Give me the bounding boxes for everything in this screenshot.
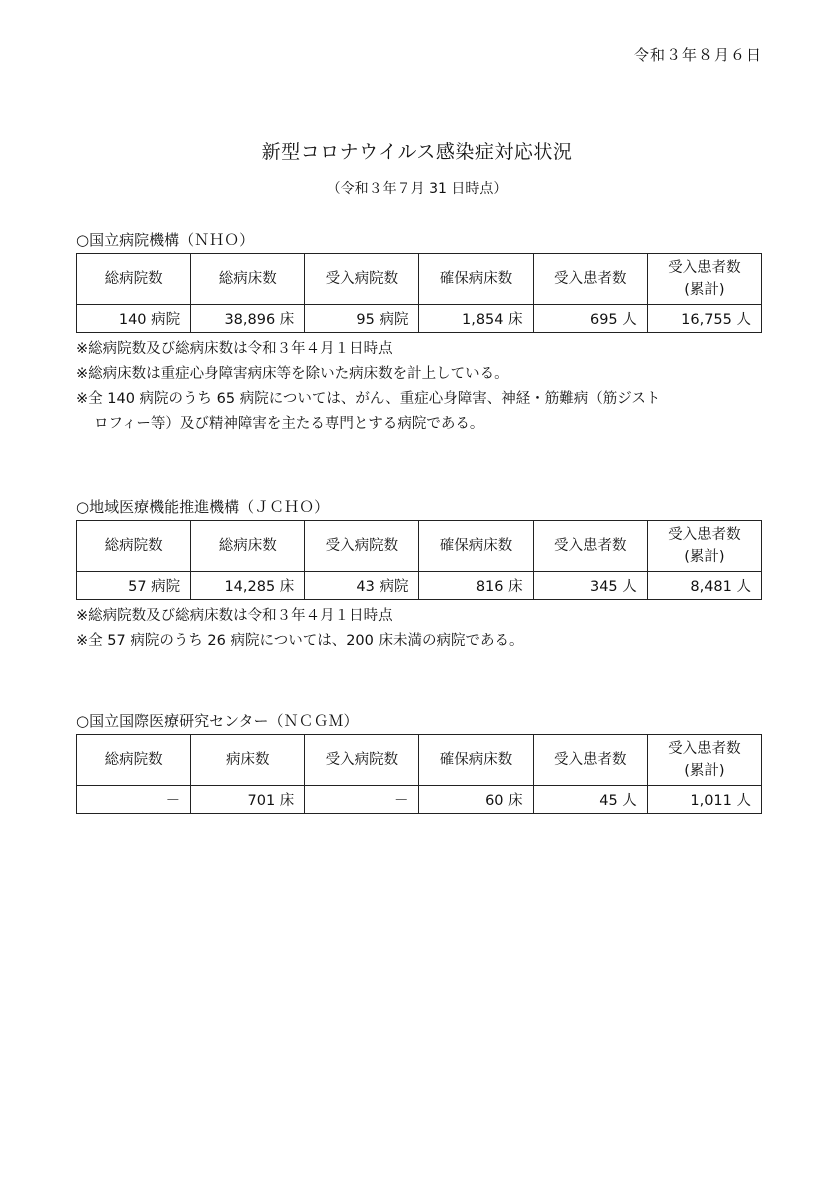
note-line: ※総病院数及び総病床数は令和３年４月１日時点 (76, 608, 393, 624)
table-row (77, 786, 762, 814)
value-cell: － (305, 786, 419, 814)
header-cell: 確保病床数 (419, 254, 533, 305)
section-heading: ○地域医療機能推進機構（ＪＣＨＯ） (76, 498, 330, 516)
stats-table (76, 520, 762, 600)
note-line: ※全 57 病院のうち 26 病院については、200 床未満の病院である。 (76, 633, 524, 649)
value-cell: 95 病院 (305, 305, 419, 333)
value-cell: 38,896 床 (191, 305, 305, 333)
header-cell (647, 521, 761, 572)
section-heading: ○国立国際医療研究センター（ＮＣＧＭ） (76, 712, 359, 730)
header-cell: 総病院数 (77, 521, 191, 572)
header-cell: 受入患者数 (533, 254, 647, 305)
section-heading: ○国立病院機構（ＮＨＯ） (76, 231, 255, 249)
value-cell: 1,854 床 (419, 305, 533, 333)
header-cell: 確保病床数 (419, 735, 533, 786)
header-cell: 受入患者数 (533, 521, 647, 572)
value-cell: 8,481 人 (647, 572, 761, 600)
value-cell: 345 人 (533, 572, 647, 600)
value-cell: 140 病院 (77, 305, 191, 333)
value-cell: 816 床 (419, 572, 533, 600)
header-cell: 病床数 (191, 735, 305, 786)
section-jcho (76, 496, 762, 654)
table-header-row (77, 521, 762, 572)
header-cell: 受入病院数 (305, 254, 419, 305)
document-date: 令和３年８月６日 (633, 46, 762, 64)
table-row (77, 572, 762, 600)
table-header-row (77, 254, 762, 305)
value-cell: 16,755 人 (647, 305, 761, 333)
header-line: 受入患者数 (668, 527, 741, 543)
value-cell: 60 床 (419, 786, 533, 814)
value-cell: 57 病院 (77, 572, 191, 600)
note-line: ※総病床数は重症心身障害病床等を除いた病床数を計上している。 (76, 366, 509, 382)
value-cell: 695 人 (533, 305, 647, 333)
header-cell: 確保病床数 (419, 521, 533, 572)
header-cell (647, 254, 761, 305)
header-line: 受入患者数 (668, 260, 741, 276)
header-cell: 総病院数 (77, 735, 191, 786)
note-line: ※全 140 病院のうち 65 病院については、がん、重症心身障害、神経・筋難病（筋ジスト (76, 391, 661, 407)
stats-table (76, 253, 762, 333)
as-of-date: （令和３年７月 31 日時点） (326, 181, 508, 197)
value-cell: － (77, 786, 191, 814)
value-cell: 1,011 人 (647, 786, 761, 814)
header-cell: 受入病院数 (305, 521, 419, 572)
value-cell: 43 病院 (305, 572, 419, 600)
header-cell: 受入患者数 (533, 735, 647, 786)
section-nho (76, 229, 762, 437)
table-header-row (77, 735, 762, 786)
header-cell: 総病院数 (77, 254, 191, 305)
value-cell: 14,285 床 (191, 572, 305, 600)
header-line: 受入患者数 (668, 741, 741, 757)
header-line: (累計) (684, 282, 725, 298)
section-ncgm (76, 710, 762, 814)
document-title: 新型コロナウイルス感染症対応状況 (261, 141, 573, 163)
header-line: (累計) (684, 549, 725, 565)
note-line: ロフィー等）及び精神障害を主たる専門とする病院である。 (94, 416, 485, 432)
table-row (77, 305, 762, 333)
value-cell: 701 床 (191, 786, 305, 814)
stats-table (76, 734, 762, 814)
header-cell: 総病床数 (191, 254, 305, 305)
header-line: (累計) (684, 763, 725, 779)
header-cell: 受入病院数 (305, 735, 419, 786)
header-cell (647, 735, 761, 786)
header-cell: 総病床数 (191, 521, 305, 572)
note-line: ※総病院数及び総病床数は令和３年４月１日時点 (76, 341, 393, 357)
value-cell: 45 人 (533, 786, 647, 814)
